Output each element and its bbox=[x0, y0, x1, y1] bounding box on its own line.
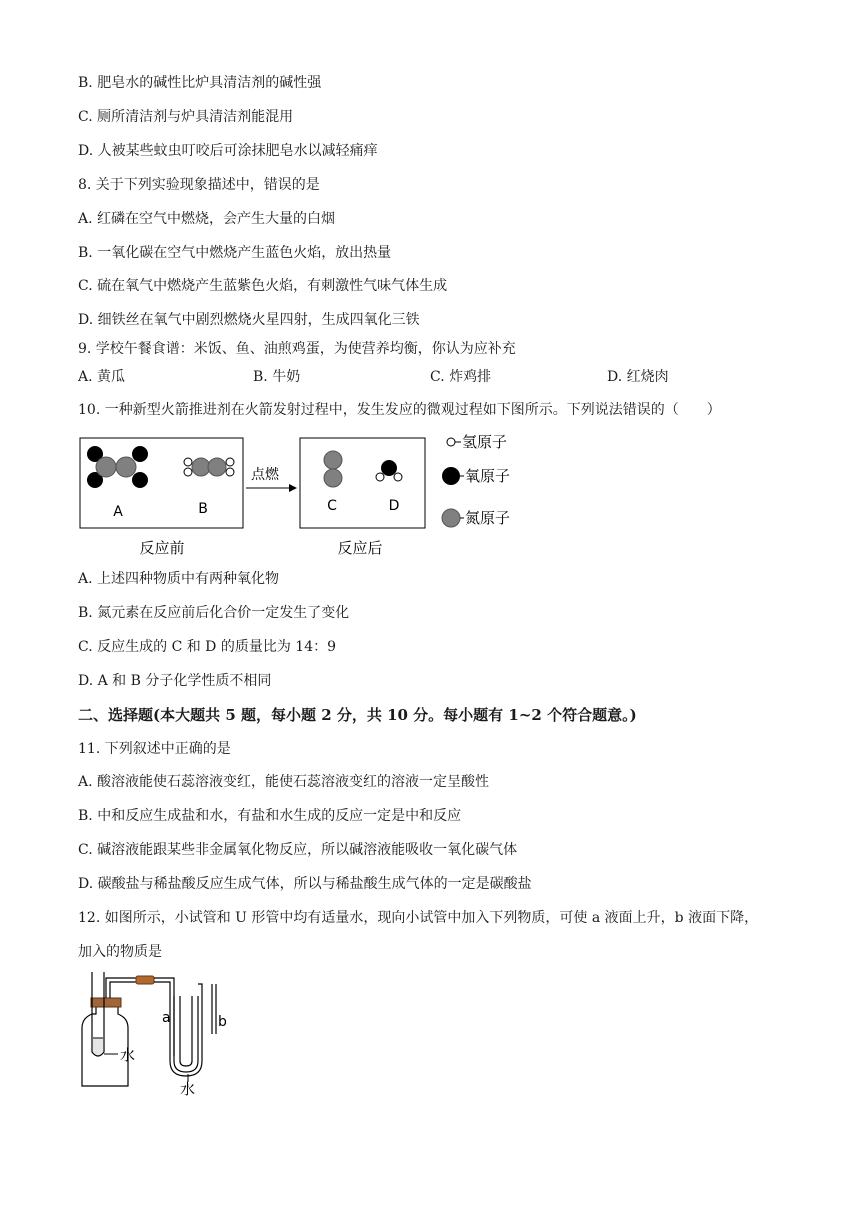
reaction-diagram bbox=[70, 428, 550, 564]
q11-option-b: B. 中和反应生成盐和水，有盐和水生成的反应一定是中和反应 bbox=[78, 808, 462, 824]
q10-option-c: C. 反应生成的 C 和 D 的质量比为 14：9 bbox=[78, 639, 337, 655]
label-a: a bbox=[162, 1010, 171, 1026]
q11-option-a: A. 酸溶液能使石蕊溶液变红，能使石蕊溶液变红的溶液一定呈酸性 bbox=[78, 774, 490, 790]
molecule-a bbox=[87, 446, 148, 488]
molecule-c bbox=[324, 451, 342, 487]
label-d: D bbox=[388, 498, 400, 514]
svg-text:氢原子: 氢原子 bbox=[462, 433, 508, 451]
label-a: A bbox=[113, 504, 123, 520]
after-box bbox=[300, 438, 425, 528]
caption-after: 反应后 bbox=[337, 539, 383, 557]
q12-stem-line1: 12. 如图所示，小试管和 U 形管中均有适量水，现向小试管中加入下列物质，可使 a 液面上升，b 液面下降， bbox=[78, 910, 759, 926]
stopper bbox=[91, 998, 121, 1007]
q11-option-c: C. 碱溶液能跟某些非金属氧化物反应，所以碱溶液能吸收一氧化碳气体 bbox=[78, 842, 518, 858]
option-d-prev: D. 人被某些蚊虫叮咬后可涂抹肥皂水以减轻痛痒 bbox=[78, 143, 378, 159]
label-c: C bbox=[327, 498, 337, 514]
section2-heading: 二、选择题(本大题共 5 题，每小题 2 分，共 10 分。每小题有 1~2 个符合题意。) bbox=[78, 706, 637, 724]
caption-before: 反应前 bbox=[139, 539, 185, 557]
q10-option-a: A. 上述四种物质中有两种氧化物 bbox=[78, 571, 280, 587]
q10-stem: 10. 一种新型火箭推进剂在火箭发射过程中，发生发应的微观过程如下图所示。下列说法错误的（ ） bbox=[78, 402, 721, 418]
q10-option-b: B. 氮元素在反应前后化合价一定发生了变化 bbox=[78, 605, 350, 621]
arrow-label: 点燃 bbox=[251, 467, 279, 483]
label-b: b bbox=[218, 1014, 227, 1030]
legend-hydrogen bbox=[447, 433, 507, 451]
q9-option-a: A. 黄瓜 bbox=[78, 369, 126, 385]
molecule-d bbox=[376, 460, 402, 481]
q11-stem: 11. 下列叙述中正确的是 bbox=[78, 741, 231, 757]
tube-water bbox=[93, 1038, 103, 1055]
rubber-connector bbox=[136, 976, 154, 984]
apparatus-diagram bbox=[76, 966, 246, 1096]
q8-option-a: A. 红磷在空气中燃烧，会产生大量的白烟 bbox=[78, 211, 336, 227]
option-c-prev: C. 厕所清洁剂与炉具清洁剂能混用 bbox=[78, 109, 294, 125]
q9-option-d: D. 红烧肉 bbox=[607, 369, 669, 385]
q12-stem-line2: 加入的物质是 bbox=[78, 944, 162, 960]
legend-oxygen bbox=[442, 467, 510, 485]
label-b: B bbox=[198, 501, 208, 517]
q10-option-d: D. A 和 B 分子化学性质不相同 bbox=[78, 673, 272, 689]
q11-option-d: D. 碳酸盐与稀盐酸反应生成气体，所以与稀盐酸生成气体的一定是碳酸盐 bbox=[78, 876, 532, 892]
label-water-u: 水 bbox=[180, 1080, 196, 1096]
u-tube bbox=[174, 996, 198, 1072]
q8-option-c: C. 硫在氧气中燃烧产生蓝紫色火焰，有刺激性气味气体生成 bbox=[78, 278, 448, 294]
label-water-tube: 水 bbox=[120, 1046, 136, 1064]
before-box bbox=[80, 438, 243, 528]
svg-text:氮原子: 氮原子 bbox=[465, 509, 511, 527]
q9-option-c: C. 炸鸡排 bbox=[430, 369, 492, 385]
q8-stem: 8. 关于下列实验现象描述中，错误的是 bbox=[78, 177, 320, 193]
svg-text:氧原子: 氧原子 bbox=[465, 467, 511, 485]
legend-nitrogen bbox=[442, 509, 510, 527]
molecule-b bbox=[184, 458, 234, 476]
q9-stem: 9. 学校午餐食谱：米饭、鱼、油煎鸡蛋，为使营养均衡，你认为应补充 bbox=[78, 341, 516, 357]
option-b-prev: B. 肥皂水的碱性比炉具清洁剂的碱性强 bbox=[78, 75, 322, 91]
q8-option-d: D. 细铁丝在氧气中剧烈燃烧火星四射，生成四氧化三铁 bbox=[78, 312, 420, 328]
q9-option-b: B. 牛奶 bbox=[253, 369, 301, 385]
q8-option-b: B. 一氧化碳在空气中燃烧产生蓝色火焰，放出热量 bbox=[78, 245, 392, 261]
